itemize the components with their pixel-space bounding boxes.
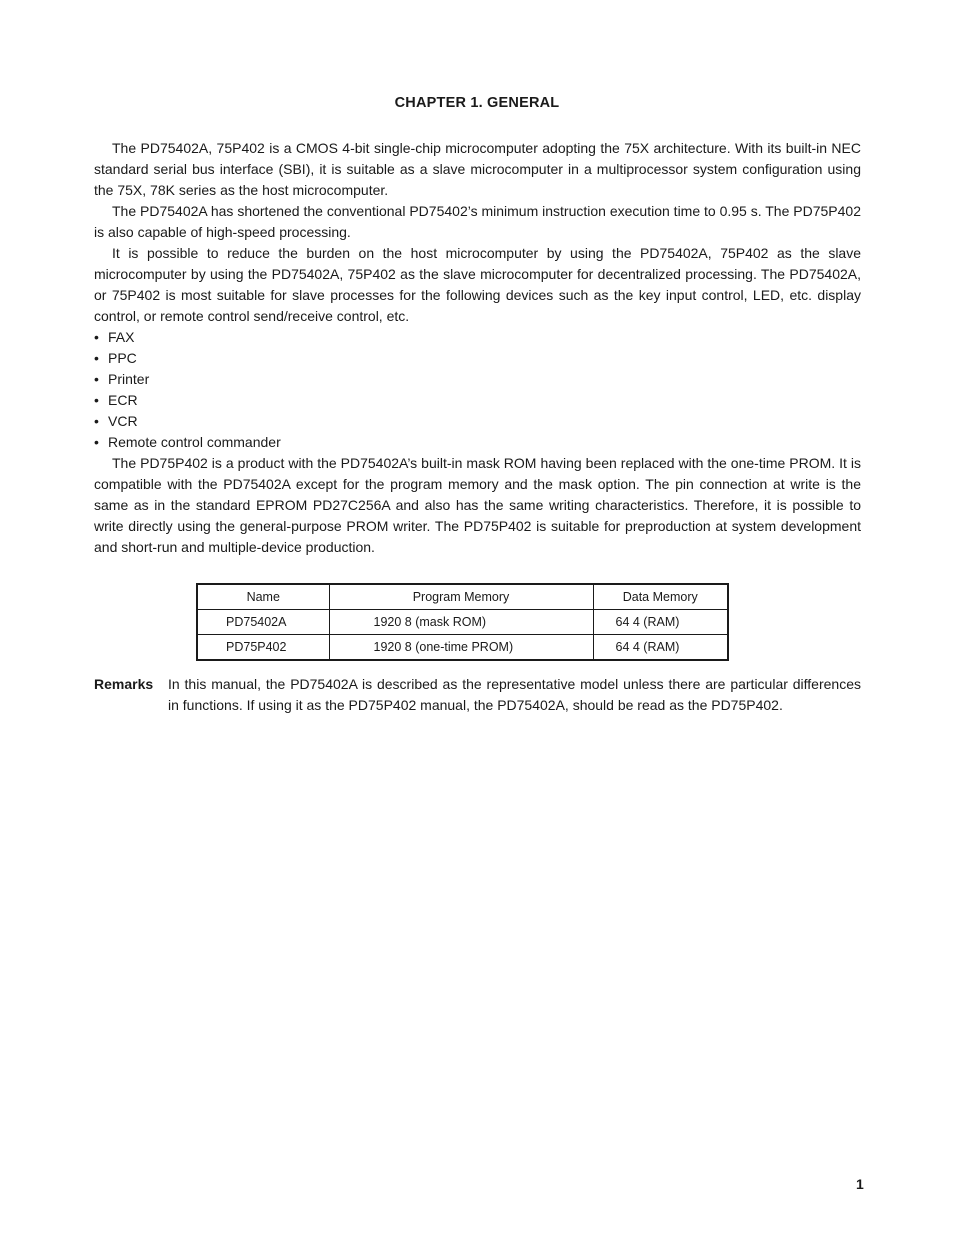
remarks-text: In this manual, the PD75402A is described as the representative model unless there are particular differences in functions. If using it as the PD75P402 manual, the PD75402A, should be read as the PD75P402. [168,676,861,713]
cell-data-memory: 64 4 (RAM) [593,635,728,661]
table-row [197,610,728,635]
header-name: Name [197,584,329,610]
paragraph-prom: The PD75P402 is a product with the PD75402A’s built-in mask ROM having been replaced with the one-time PROM. It is compatible with the PD75402A except for the program memory and the mask option. The pin connection at write is the same as in the standard EPROM PD27C256A and also has the same writing characteristics. Therefore, it is possible to write directly using the general-purpose PROM writer. The PD75P402 is suitable for preproduction at system development and short-run and multiple-device production. [94,455,861,555]
table-row [197,635,728,661]
list-item: • Remote control commander [94,432,861,453]
page-number: 1 [856,1176,864,1192]
table-header-row [197,584,728,610]
body-text [94,138,861,558]
paragraph-intro: The PD75402A, 75P402 is a CMOS 4-bit single-chip microcomputer adopting the 75X architecture. With its built-in NEC standard serial bus interface (SBI), it is suitable as a slave microcomputer in a multiprocessor system configuration using the 75X, 78K series as the host microcomputer. [94,140,861,198]
chapter-title: CHAPTER 1. GENERAL [394,95,560,111]
list-item: • FAX [94,327,861,348]
cell-name: PD75402A [197,610,329,635]
cell-data-memory: 64 4 (RAM) [593,610,728,635]
list-item: • VCR [94,411,861,432]
list-item: • Printer [94,369,861,390]
memory-spec-table [196,583,729,661]
paragraph-speed: The PD75402A has shortened the conventional PD75402’s minimum instruction execution time to 0.95 s. The PD75P402 is also capable of high-speed processing. [94,203,861,240]
paragraph-usage: It is possible to reduce the burden on the host microcomputer by using the PD75402A, 75P402 as the slave microcomputer by using the PD75402A, 75P402 as the slave microcomputer for decentralized processing. The PD75402A, or 75P402 is most suitable for slave processes for the following devices such as the key input control, LED, etc. display control, or remote control send/receive control, etc. [94,245,861,324]
cell-program-memory: 1920 8 (one-time PROM) [329,635,593,661]
cell-program-memory: 1920 8 (mask ROM) [329,610,593,635]
list-item: • PPC [94,348,861,369]
cell-name: PD75P402 [197,635,329,661]
remarks-block [94,674,861,716]
header-data-memory: Data Memory [593,584,728,610]
device-list [94,327,861,453]
list-item: • ECR [94,390,861,411]
header-program-memory: Program Memory [329,584,593,610]
remarks-label: Remarks [94,676,154,692]
